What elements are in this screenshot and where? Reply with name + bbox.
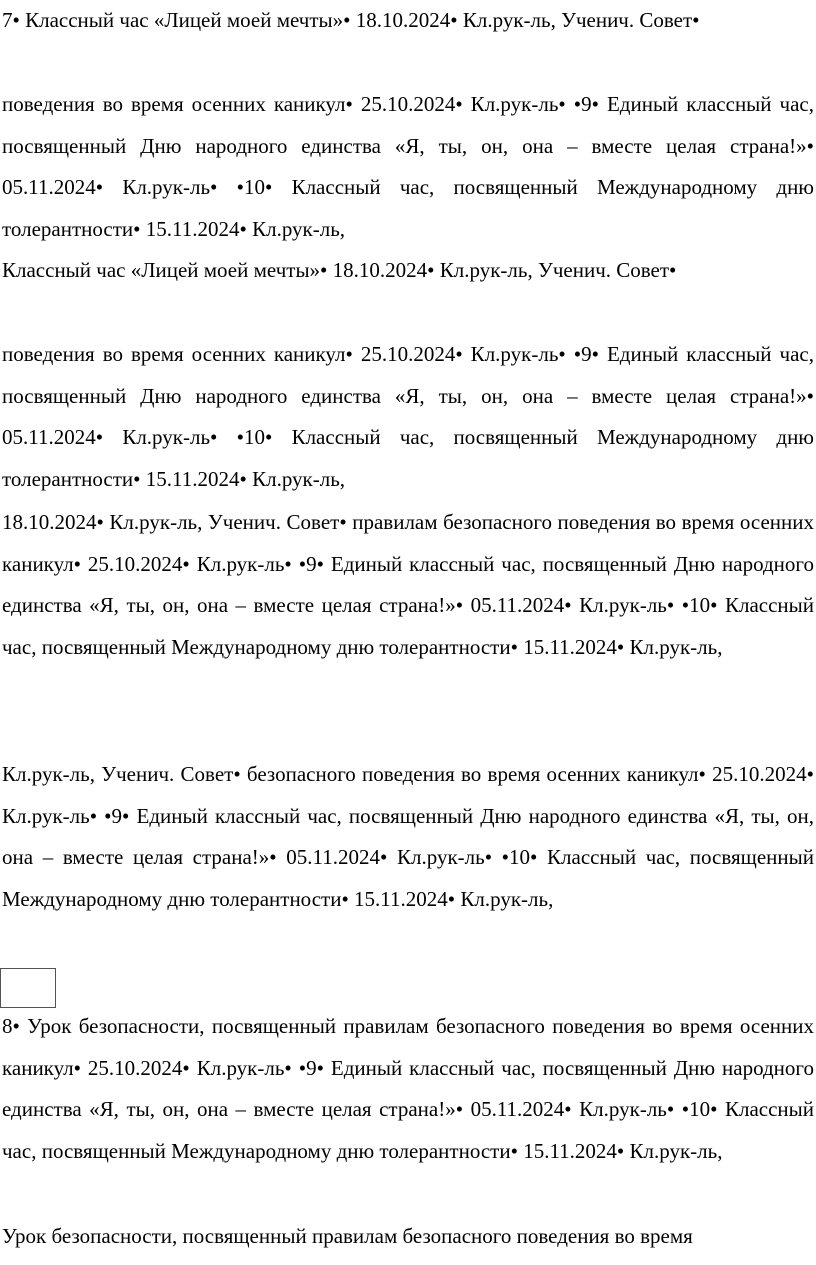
empty-table-cell <box>0 968 56 1008</box>
text-paragraph-5: 18.10.2024• Кл.рук-ль, Ученич. Совет• правилам безопасного поведения во время осенних каникул• 25.10.2024• Кл.рук-ль• •9• Единый классный час, посвященный Дню народного единства «Я, ты, он, она – вместе целая страна!»• 05.11.2024• Кл.рук-ль• •10• Классный час, посвященный Международному дню толерантности• 15.11.2024• Кл.рук-ль, <box>2 510 814 659</box>
text-paragraph-2: поведения во время осенних каникул• 25.10.2024• Кл.рук-ль• •9• Единый классный час, посвященный Дню народного единства «Я, ты, он, она – вместе целая страна!»• 05.11.2024• Кл.рук-ль• •10• Классный час, посвященный Международному дню толерантности• 15.11.2024• Кл.рук-ль, <box>2 92 814 241</box>
text-paragraph-8: Урок безопасности, посвященный правилам безопасного поведения во время <box>2 1224 693 1248</box>
text-paragraph-4: поведения во время осенних каникул• 25.10.2024• Кл.рук-ль• •9• Единый классный час, посвященный Дню народного единства «Я, ты, он, она – вместе целая страна!»• 05.11.2024• Кл.рук-ль• •10• Классный час, посвященный Международному дню толерантности• 15.11.2024• Кл.рук-ль, <box>2 342 814 491</box>
text-paragraph-3: Классный час «Лицей моей мечты»• 18.10.2024• Кл.рук-ль, Ученич. Совет• <box>2 258 677 282</box>
text-paragraph-1: 7• Классный час «Лицей моей мечты»• 18.10.2024• Кл.рук-ль, Ученич. Совет• <box>2 8 700 32</box>
text-paragraph-7: 8• Урок безопасности, посвященный правилам безопасного поведения во время осенних каникул• 25.10.2024• Кл.рук-ль• •9• Единый классный час, посвященный Дню народного единства «Я, ты, он, она – вместе целая страна!»• 05.11.2024• Кл.рук-ль• •10• Классный час, посвященный Международному дню толерантности• 15.11.2024• Кл.рук-ль, <box>2 1014 814 1163</box>
text-paragraph-6: Кл.рук-ль, Ученич. Совет• безопасного поведения во время осенних каникул• 25.10.2024• Кл.рук-ль• •9• Единый классный час, посвященный Дню народного единства «Я, ты, он, она – вместе целая страна!»• 05.11.2024• Кл.рук-ль• •10• Классный час, посвященный Международному дню толерантности• 15.11.2024• Кл.рук-ль, <box>2 762 814 911</box>
